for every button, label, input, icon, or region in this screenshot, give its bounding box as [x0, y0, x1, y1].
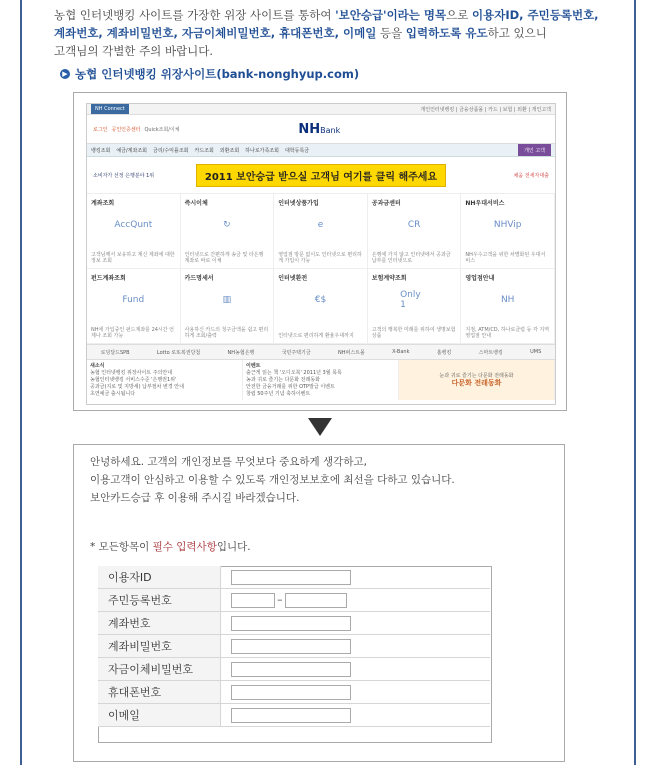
fake-site-page	[86, 103, 556, 405]
account-number-input[interactable]	[231, 616, 351, 631]
service-desc: NH에 가입중인 펀드계좌를 24시간 언제나 조회 가능	[91, 327, 175, 339]
partner-strip	[87, 345, 555, 360]
service-title: 인터넷상품가입	[278, 200, 319, 207]
intro-highlight: '보안승급'이라는 명목	[335, 8, 447, 22]
service-cell	[87, 194, 181, 269]
intro-text: 고객님의 각별한 주의 바랍니다.	[54, 44, 214, 58]
exchange-icon: €$	[314, 295, 327, 305]
form-row	[98, 704, 490, 727]
service-desc: 사용하신 카드의 청구금액을 쉽고 편리하게 조회/출력	[184, 327, 269, 339]
service-grid	[87, 194, 555, 345]
partner-link: X-Bank	[392, 349, 410, 355]
account-icon: AccQunt	[114, 220, 153, 230]
field-label: 주민등록번호	[98, 589, 221, 612]
fund-icon: Fund	[122, 295, 145, 305]
service-cell	[181, 269, 275, 344]
required-note-pre: * 모든항목이	[90, 541, 153, 553]
service-desc: 인터넷으로 편리하게 환율우대까지	[278, 333, 354, 339]
account-password-input[interactable]	[231, 639, 351, 654]
event-item: 출근게 읽는 책 '오디오북' 2011년 3월 목록	[246, 370, 342, 376]
service-cell	[368, 194, 462, 269]
news-item: 농협인터넷뱅킹 서비스수준 '은행권1위'	[90, 377, 177, 383]
card-statement-icon: ▥	[222, 295, 232, 305]
nh-bank-logo	[298, 122, 340, 137]
resident-number-front-input[interactable]	[231, 593, 275, 608]
partner-link: NH농협은행	[227, 349, 255, 356]
field-label: 계좌비밀번호	[98, 635, 221, 658]
service-cell	[274, 194, 368, 269]
banner-right: 채움 전세자대출	[513, 172, 549, 179]
field-label: 계좌번호	[98, 612, 221, 635]
nav-item: 금리/수익률조회	[153, 147, 189, 154]
warning-intro	[54, 6, 634, 60]
form-row	[98, 681, 490, 704]
nav-item: 대학등록금	[284, 147, 310, 154]
service-desc: 고객의 행복한 미래를 위하여 생명보험 상품	[371, 327, 456, 339]
fake-nav	[87, 144, 555, 157]
event-item: 농과 귀로 즐기는 다문화 전래동화	[246, 377, 320, 383]
promo-panel	[399, 360, 555, 400]
vip-icon: NHVip	[493, 220, 522, 230]
required-note	[90, 539, 251, 554]
notice-line: 이용고객이 안심하고 이용할 수 있도록 개인정보보호에 최선을 다하고 있습니다.	[90, 474, 455, 486]
required-note-post: 입니다.	[216, 541, 251, 553]
fake-site-heading	[60, 66, 359, 82]
resident-number-back-input[interactable]	[285, 593, 347, 608]
nav-item: 뱅킹조회	[91, 147, 111, 154]
form-notice	[90, 453, 455, 507]
form-row	[98, 612, 490, 635]
banner-left: 소비자가 선정 은행분야 1위	[93, 172, 155, 179]
partner-link: NH퍼스트몰	[337, 349, 365, 356]
service-title: NH우대서비스	[465, 200, 505, 207]
news-area	[87, 360, 555, 400]
service-cell	[368, 269, 462, 344]
field-label: 휴대폰번호	[98, 681, 221, 704]
utility-center-icon: CR	[407, 220, 421, 230]
intro-highlight: 이용자ID, 주민등록번호,	[472, 8, 599, 22]
insurance-icon: Only 1	[400, 290, 421, 310]
partner-link: 로딩달드SPB	[100, 349, 130, 356]
transfer-icon: ↻	[223, 220, 231, 230]
fake-site-screenshot	[73, 92, 567, 411]
form-row	[98, 658, 490, 681]
intro-highlight: 입력하도록 유도	[405, 26, 488, 40]
service-title: 영업점안내	[465, 275, 495, 282]
promo-text: 다문화 전래동화	[451, 379, 502, 387]
event-panel	[243, 360, 399, 400]
nav-item: 외환조회	[219, 147, 240, 154]
fake-topbar	[87, 104, 555, 115]
intro-text: 등을	[376, 26, 406, 40]
service-cell	[274, 269, 368, 344]
nav-item: 카드조회	[194, 147, 214, 154]
notice-line: 보안카드승급 후 이용해 주시길 바라겠습니다.	[90, 492, 300, 504]
intro-text: 하고 있으니	[487, 26, 547, 40]
service-desc: 영업점 방문 없이도 인터넷으로 편리하게 가입이 가능	[278, 252, 362, 264]
service-desc: 인터넷으로 간편하게 송금 및 타은행 계좌로 바로 이체	[184, 252, 264, 264]
field-label: 자금이체비밀번호	[98, 658, 221, 681]
top-links: 개인인터넷뱅킹 | 금융상품몰 | 카드 | 보험 | 외환 | 개인고객	[420, 106, 551, 113]
phone-number-input[interactable]	[231, 685, 351, 700]
service-title: 펀드계좌조회	[91, 275, 126, 282]
service-title: 보험계약조회	[371, 275, 407, 282]
quick-link: 로그인	[93, 126, 108, 133]
nav-active: 개인 고객	[518, 144, 551, 156]
quick-links	[93, 126, 180, 133]
banner-phishing-text: 2011 보안승급 받으실 고객님 여기를 클릭 해주세요	[196, 164, 446, 187]
event-item: 창립 50주년 기념 축하이벤트	[246, 391, 311, 397]
service-cell	[461, 194, 555, 269]
service-title: 공과금센터	[371, 200, 401, 207]
intro-text: 으로	[446, 8, 472, 22]
email-input[interactable]	[231, 708, 351, 723]
news-item: 농협 인터넷뱅킹 위장사이트 주의안내	[90, 370, 173, 376]
intro-text: 농협 인터넷뱅킹 사이트를 가장한 위장 사이트를 통하여	[54, 8, 336, 22]
service-desc: 지점, ATM/CD, 하나로클럽 등 각 지역 영업점 안내	[465, 327, 550, 339]
partner-link: Lotto 로또복권당첨	[156, 349, 201, 356]
logo-sub: Bank	[320, 125, 341, 135]
service-cell	[461, 269, 555, 344]
form-row	[98, 589, 490, 612]
partner-link: 국민주택기금	[281, 349, 311, 356]
news-panel	[87, 360, 243, 400]
event-title: 이벤트	[246, 363, 261, 369]
partner-link: 스마트뱅킹	[478, 349, 503, 356]
quick-link: Quick조회/이체	[144, 126, 180, 133]
news-item: 공과금(지로 및 지방세) 납부절차 변경 안내	[90, 384, 184, 390]
logo-text: NH	[298, 121, 321, 137]
required-note-emphasis: 필수 입력사항	[152, 541, 217, 553]
field-label: 이용자ID	[98, 566, 221, 589]
nav-item: 예금/계좌조회	[116, 147, 147, 154]
service-desc: NH우수고객을 위한 차별화된 우대서비스	[465, 252, 546, 264]
notice-line: 안녕하세요. 고객의 개인정보를 무엇보다 중요하게 생각하고,	[90, 456, 367, 468]
nav-item: 하나로가족조회	[245, 147, 279, 154]
phishing-form-box	[73, 444, 565, 762]
service-cell	[181, 194, 275, 269]
quick-link: 공인인증센터	[111, 126, 141, 133]
bullet-arrow-icon: ▶	[60, 69, 70, 79]
net-connect-badge: NH Connect	[91, 104, 129, 114]
form-row	[98, 635, 490, 658]
news-title: 새소식	[90, 363, 105, 369]
news-item: 초연예금 출시됩니다	[90, 391, 136, 397]
service-title: 인터넷환전	[278, 275, 308, 282]
service-desc: 고객님께서 보유하고 계신 계좌에 대한 정보 조회	[91, 252, 175, 264]
transfer-password-input[interactable]	[231, 662, 351, 677]
fake-logo-row	[87, 115, 555, 144]
promo-title: 눈과 귀로 즐기는 다문화 전래동화	[439, 373, 514, 379]
service-desc: 은행에 가지 않고 인터넷에서 공과금 납부를 인터넷으로	[371, 252, 451, 264]
fake-banner	[87, 157, 555, 194]
branch-locator-icon: NH	[500, 295, 515, 305]
service-title: 즉시이체	[184, 200, 208, 207]
service-title: 카드명세서	[184, 275, 214, 282]
partner-link: 홈뱅킹	[436, 349, 452, 356]
service-cell	[87, 269, 181, 344]
form-row	[98, 566, 490, 589]
internet-product-icon: e	[317, 220, 324, 230]
intro-highlight: 계좌번호, 계좌비밀번호, 자금이체비밀번호, 휴대폰번호, 이메일	[54, 26, 377, 40]
partner-link: UMS	[530, 349, 542, 355]
event-item: 안전한 금융거래를 위한 OTP발급 이벤트	[246, 384, 335, 390]
fake-site-heading-label: 농협 인터넷뱅킹 위장사이트(bank-nonghyup.com)	[75, 67, 360, 81]
down-arrow-icon	[308, 418, 332, 436]
service-title: 계좌조회	[91, 200, 115, 207]
field-label: 이메일	[98, 704, 221, 727]
user-id-input[interactable]	[231, 570, 351, 585]
credential-form	[98, 566, 490, 727]
dash-separator: –	[277, 592, 283, 606]
